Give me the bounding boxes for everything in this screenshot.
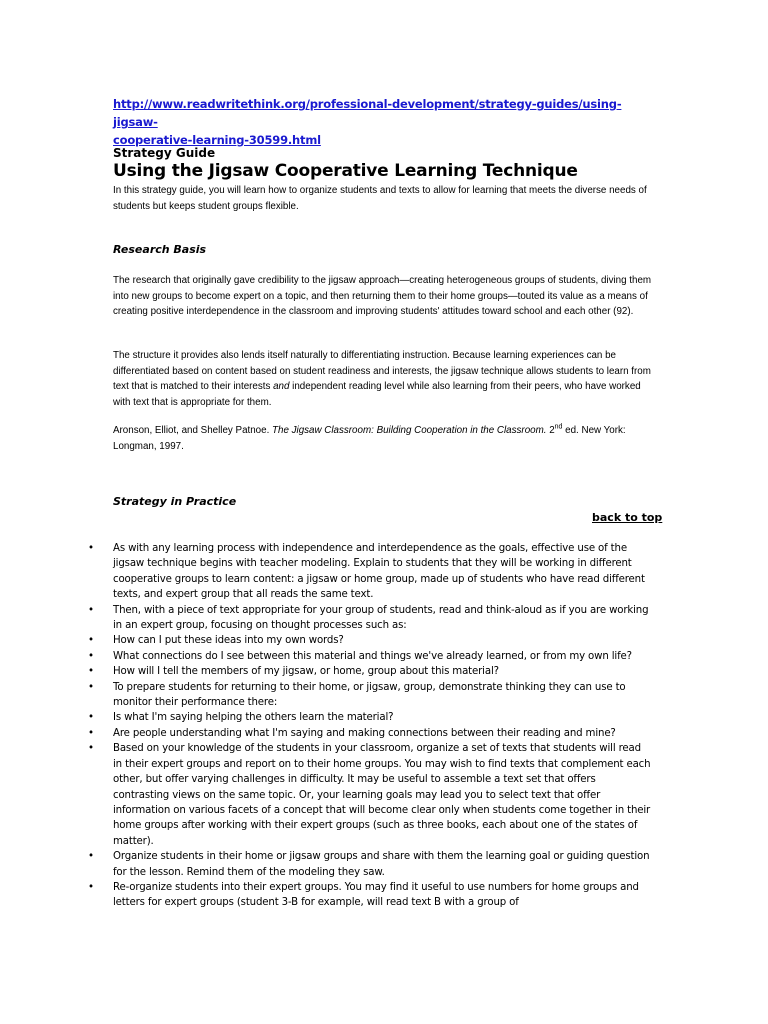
citation — [113, 423, 658, 454]
citation-publisher: ed. New York: Longman, 1997. — [113, 425, 626, 452]
strategy-guide-label: Strategy Guide — [113, 146, 216, 160]
list-item: • Are people understanding what I'm saying and making connections between their reading and mine? — [88, 726, 653, 741]
list-item: • Organize students in their home or jigsaw groups and share with them the learning goal or guiding question for the lesson. Remind them of the modeling they saw. — [88, 849, 653, 880]
page-title: Using the Jigsaw Cooperative Learning Technique — [113, 161, 578, 181]
list-item: • How will I tell the members of my jigsaw, or home, group about this material? — [88, 664, 653, 679]
list-item: • Based on your knowledge of the students in your classroom, organize a set of texts that students will read in their expert groups and report on to their home groups. You may wish to find texts that complement each other, but offer varying challenges in difficulty. It may be useful to assemble a text set that offers contrasting views on the same topic. Or, your learning goals may lead you to select text that offer information on various facets of a concept that will become clear only when students come together in their home groups after working with their expert groups (such as three books, each about one of the states of matter). — [88, 741, 653, 849]
research-paragraph-1: The research that originally gave credibility to the jigsaw approach—creating heterogeneous groups of students, diving them into new groups to become expert on a topic, and then returning them to their home groups—touted its value as a means of creating positive interdependence in the classroom and improving students' attitudes toward school and each other (92). — [113, 275, 652, 317]
list-item: • Re-organize students into their expert groups. You may find it useful to use numbers for home groups and letters for expert groups (student 3-B for example, will read text B with a group of — [88, 880, 653, 911]
list-item: • As with any learning process with independence and interdependence as the goals, effective use of the jigsaw technique begins with teacher modeling. Explain to students that they will be working in different cooperative groups to learn content: a jigsaw or home group, made up of students who have read different texts, and expert group that all reads the same text. — [88, 541, 653, 603]
back-to-top-link[interactable]: back to top — [592, 511, 663, 524]
url-line-2[interactable]: cooperative-learning-30599.html — [113, 133, 321, 147]
strategy-in-practice-heading: Strategy in Practice — [113, 495, 237, 508]
intro-paragraph: In this strategy guide, you will learn how to organize students and texts to allow for learning that meets the diverse needs of students but keeps student groups flexible. — [113, 185, 647, 212]
list-item: • How can I put these ideas into my own words? — [88, 633, 653, 648]
research-basis-heading: Research Basis — [113, 243, 207, 256]
url-line-1[interactable]: http://www.readwritethink.org/professional-development/strategy-guides/using-jigsaw- — [113, 97, 622, 129]
research-paragraph-2 — [113, 348, 658, 410]
source-url-link[interactable] — [113, 95, 633, 149]
citation-authors: Aronson, Elliot, and Shelley Patnoe. — [113, 425, 273, 436]
list-item: • Then, with a piece of text appropriate for your group of students, read and think-aloud as if you are working in an expert group, focusing on thought processes such as: — [88, 603, 653, 634]
citation-title: The Jigsaw Classroom: Building Cooperation in the Classroom. — [272, 425, 547, 436]
list-item: • Is what I'm saying helping the others learn the material? — [88, 710, 653, 725]
para2-text-a: The structure it provides also lends itself naturally to differentiating instruction. Because learning experiences can be differentiated based on content based on student readiness and interests, the jigsaw technique allows students to learn from text that is matched to their interests — [113, 350, 651, 392]
para2-text-b: independent reading level while also learning from their peers, who have worked with text that is appropriate for them. — [113, 381, 641, 408]
citation-edition: 2 — [546, 425, 555, 436]
practice-bullet-list — [88, 541, 653, 911]
citation-edition-suffix: nd — [554, 423, 563, 431]
list-item: • What connections do I see between this material and things we've already learned, or from my own life? — [88, 649, 653, 664]
para2-emphasis: and — [273, 381, 290, 392]
list-item: • To prepare students for returning to their home, or jigsaw, group, demonstrate thinking they can use to monitor their performance there: — [88, 680, 653, 711]
